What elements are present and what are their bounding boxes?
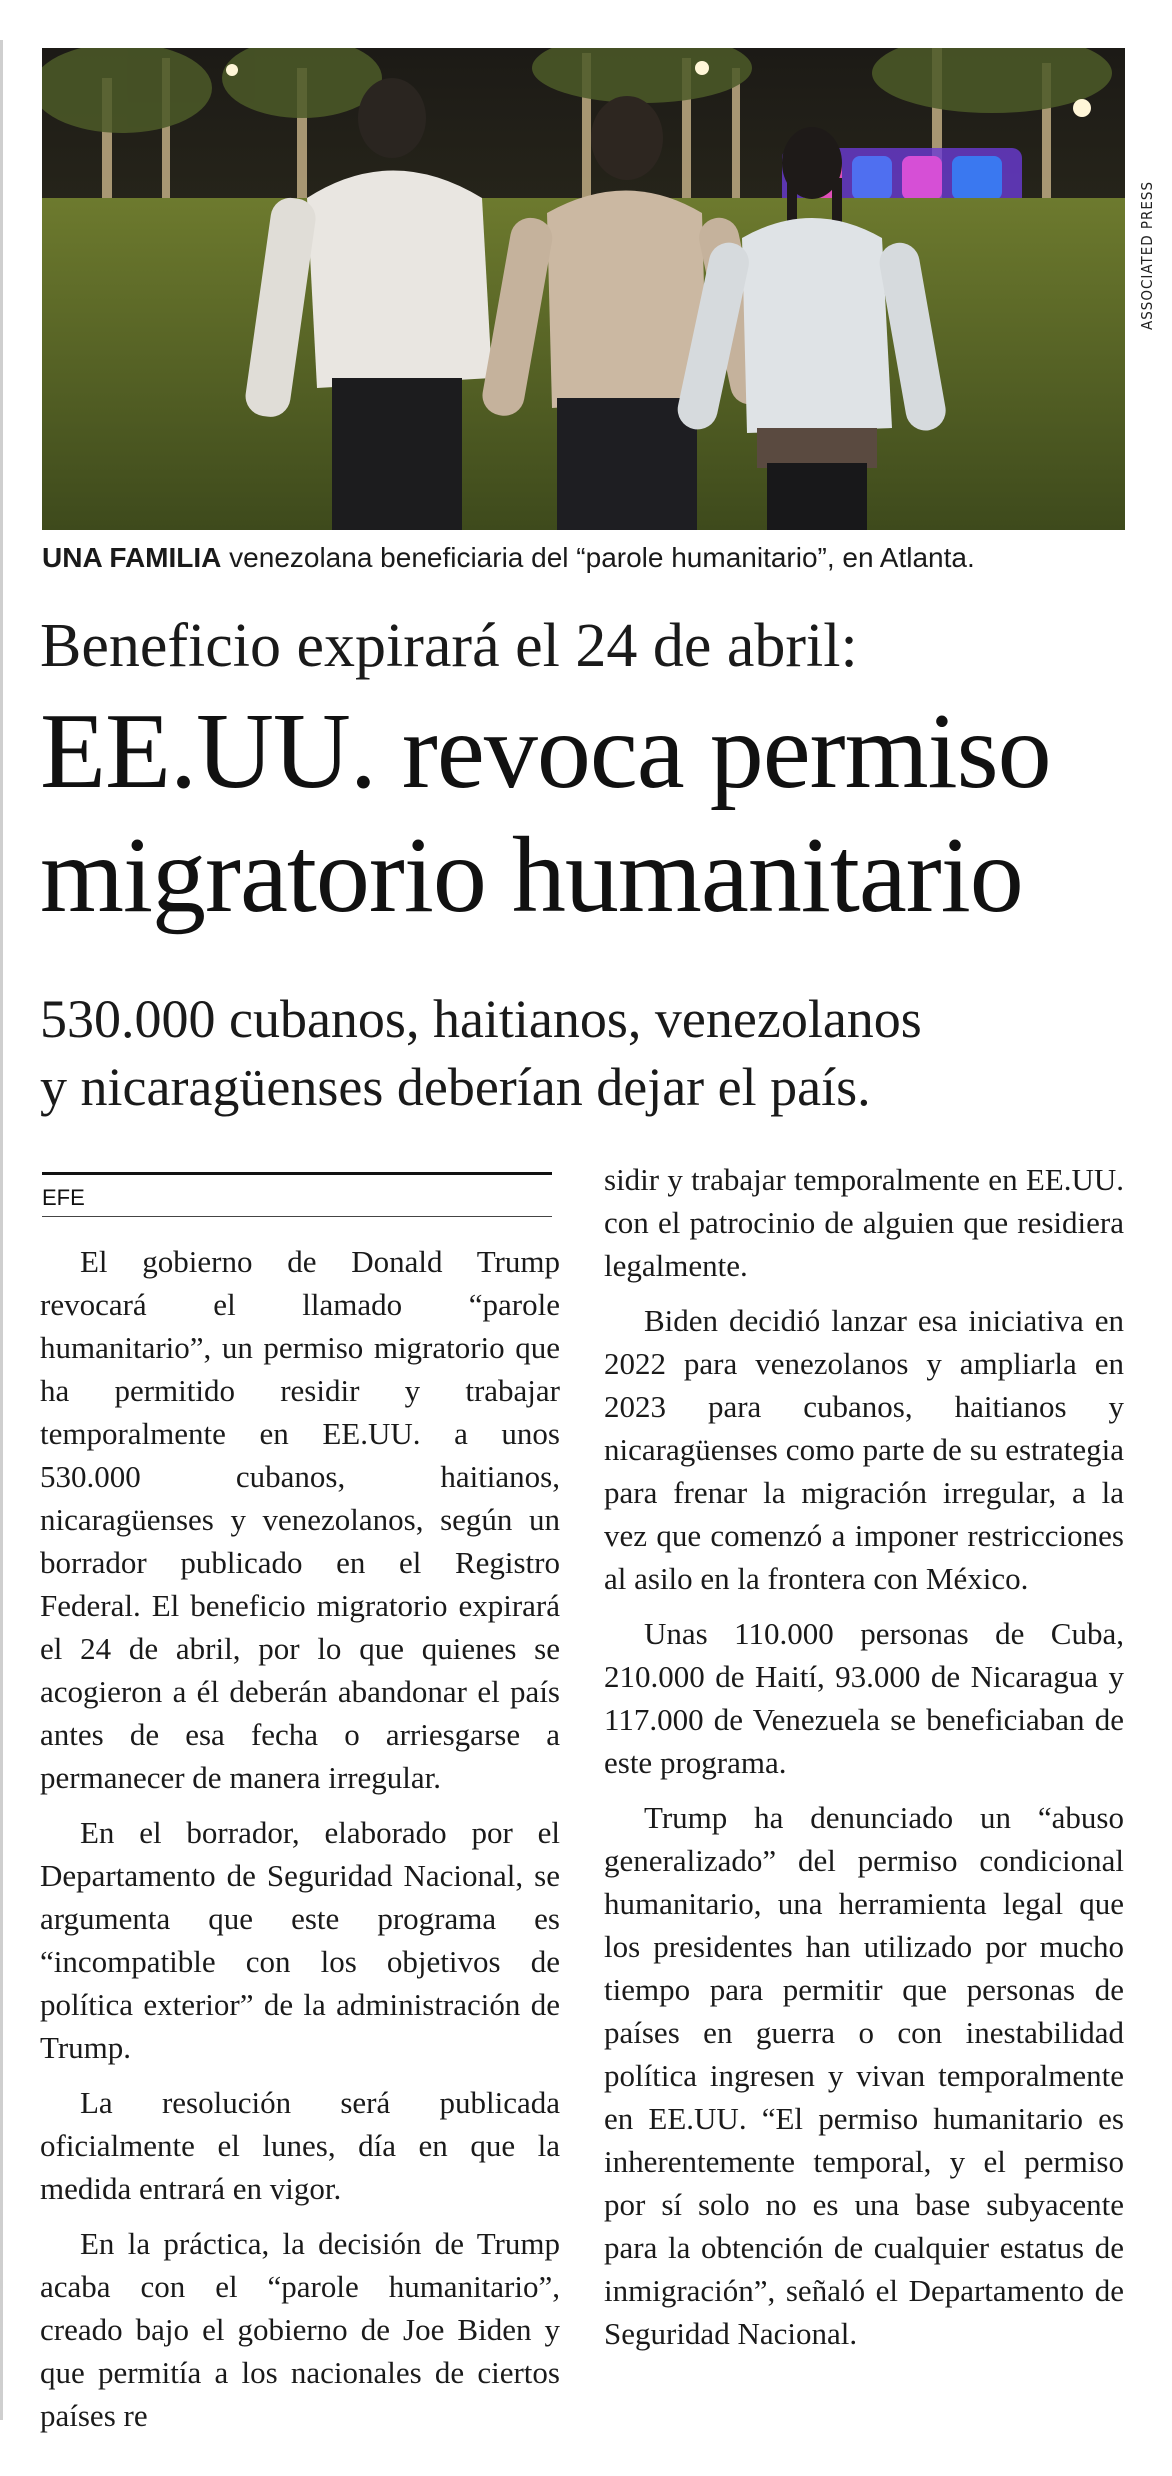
page-edge-rule (0, 40, 3, 2420)
photo-caption (42, 540, 1132, 576)
headline-kicker: Beneficio expirará el 24 de abril: (40, 612, 858, 680)
article-photo (42, 48, 1125, 530)
subhead-line-1: 530.000 cubanos, haitianos, venezolanos (40, 989, 922, 1049)
body-paragraph: Unas 110.000 personas de Cuba, 210.000 de Haití, 93.000 de Nicaragua y 117.000 de Venezuela se beneficiaban de este programa. (604, 1616, 1124, 1780)
body-paragraph: En el borrador, elaborado por el Departamento de Seguridad Nacional, se argumenta que este programa es “incompatible con los objetivos de política exterior” de la administración de Trump. (40, 1815, 560, 2065)
headline-line-1: EE.UU. revoca permiso (40, 692, 1051, 811)
body-paragraph: Trump ha denunciado un “abuso generalizado” del permiso condicional humanitario, una herramienta legal que los presidentes han utilizado por mucho tiempo para permitir que personas de países en guerra o con inestabilidad política ingresen y vivan temporalmente en EE.UU. “El permiso humanitario es inherentemente temporal, y el permiso por sí solo no es una base subyacente para la obtención de cualquier estatus de inmigración”, señaló el Departamento de Seguridad Nacional. (604, 1800, 1124, 2351)
subheadline (40, 985, 1150, 1121)
body-paragraph: El gobierno de Donald Trump revocará el llamado “parole humanitario”, un permiso migratorio que ha permitido residir y trabajar temporalmente en EE.UU. a unos 530.000 cubanos, haitianos, nicaragüenses y venezolanos, según un borrador publicado en el Registro Federal. El beneficio migratorio expirará el 24 de abril, por lo que quienes se acogieron a él deberán abandonar el país antes de esa fecha o arriesgarse a permanecer de manera irregular. (40, 1244, 560, 1795)
body-paragraph: La resolución será publicada oficialmente el lunes, día en que la medida entrará en vigor. (40, 2085, 560, 2206)
subhead-line-2: y nicaragüenses deberían dejar el país. (40, 1057, 871, 1117)
body-paragraph-continuation: sidir y trabajar temporalmente en EE.UU. con el patrocinio de alguien que residiera legalmente. (604, 1162, 1124, 1283)
body-paragraph: Biden decidió lanzar esa iniciativa en 2022 para venezolanos y ampliarla en 2023 para cubanos, haitianos y nicaragüenses como parte de su estrategia para frenar la migración irregular, a la vez que comenzó a imponer restricciones al asilo en la frontera con México. (604, 1303, 1124, 1596)
body-column-right (604, 1158, 1124, 2367)
byline-bottom-rule (42, 1216, 552, 1217)
page-title (40, 690, 1150, 938)
byline: EFE (42, 1185, 85, 1210)
body-column-left (40, 1240, 560, 2449)
photo-credit: ASSOCIATED PRESS (1138, 180, 1156, 330)
park-scene-illustration (42, 48, 1125, 530)
headline-line-2: migratorio humanitario (40, 816, 1023, 935)
caption-lead: UNA FAMILIA (42, 542, 222, 573)
byline-top-rule (42, 1172, 552, 1175)
body-paragraph: En la práctica, la decisión de Trump acaba con el “parole humanitario”, creado bajo el gobierno de Joe Biden y que permitía a los nacionales de ciertos países re (40, 2226, 560, 2433)
caption-text: venezolana beneficiaria del “parole humanitario”, en Atlanta. (221, 542, 975, 573)
